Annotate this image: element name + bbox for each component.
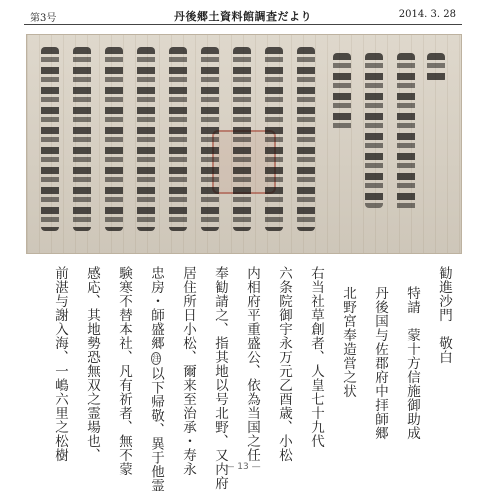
page-number: — 13 — bbox=[225, 462, 261, 472]
brush-column bbox=[397, 53, 415, 213]
transcription-line: 居住所日小松、爾来至治承・寿永 bbox=[180, 266, 196, 476]
transcription-line: 丹後国与佐郡府中拝師郷 bbox=[372, 286, 388, 440]
transcription-line: 六条院御宇永万元乙酉歳、小松 bbox=[276, 266, 292, 462]
transcription-line: 特請 蒙十方信施御助成 bbox=[404, 286, 420, 440]
transcription-line: 奉勧請之、指其地以号北野、又内府 bbox=[212, 266, 228, 490]
brush-column bbox=[233, 47, 251, 231]
brush-column bbox=[41, 47, 59, 231]
brush-column bbox=[137, 47, 155, 231]
transcription-line: 北野宮奉造営之状 bbox=[340, 286, 356, 398]
brush-column bbox=[333, 53, 351, 133]
header-divider bbox=[24, 24, 462, 25]
transcription-line: 前湛与謝入海、一嶋六里之松樹 bbox=[52, 266, 68, 462]
brush-column bbox=[169, 47, 187, 231]
brush-column bbox=[427, 53, 445, 83]
transcription-line-with-note bbox=[149, 266, 163, 493]
transcription-line: 感応、其地勢恐無双之霊場也、 bbox=[84, 266, 100, 462]
brush-column bbox=[365, 53, 383, 208]
transcription-line: 内相府平重盛公、依為当国之任 bbox=[244, 266, 260, 462]
transcription-line: 験寒不替本社、凡有祈者、無不蒙 bbox=[116, 266, 132, 476]
brush-column bbox=[297, 47, 315, 231]
transcription-line: 勧進沙門 敬白 bbox=[436, 266, 452, 364]
brush-column bbox=[201, 47, 219, 231]
transcription-line: 右当社草創者、人皇七十九代 bbox=[308, 266, 324, 448]
note-line-part-1: 忠房・師盛郷 bbox=[148, 266, 164, 350]
note-line-part-2: 以下帰敬、異于他霊 bbox=[148, 366, 164, 493]
issue-number: 第3号 bbox=[30, 13, 57, 24]
brush-column bbox=[73, 47, 91, 231]
note-marker: 注 bbox=[152, 354, 161, 363]
document-photo bbox=[26, 34, 462, 254]
brush-column bbox=[265, 47, 283, 231]
newsletter-header bbox=[24, 6, 462, 24]
newsletter-title: 丹後郷土資料館調査だより bbox=[174, 10, 312, 23]
issue-date: 2014. 3. 28 bbox=[398, 9, 456, 20]
brush-column bbox=[105, 47, 123, 231]
